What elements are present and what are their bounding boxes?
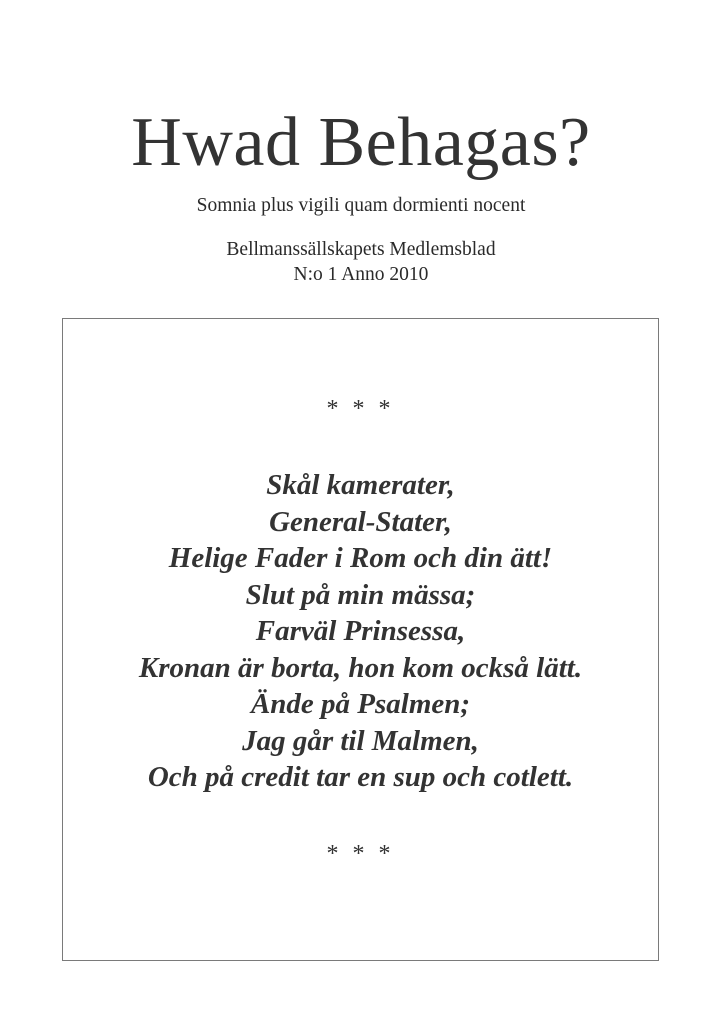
verse-line: General-Stater,	[269, 505, 452, 538]
verse-line: Skål kamerater,	[266, 469, 455, 501]
verse-line: Ände på Psalmen;	[250, 688, 471, 720]
verse-line: Och på credit tar en sup och cotlett.	[147, 761, 574, 793]
poem-frame	[62, 318, 659, 961]
verse-line: Helige Fader i Rom och din ätt!	[168, 542, 553, 574]
verse-line: Farväl Prinsessa,	[255, 615, 466, 647]
stars-separator-top: * * *	[326, 396, 395, 422]
stars-separator-bottom: * * *	[326, 841, 395, 867]
poem-verse	[63, 467, 658, 796]
verse-line: Kronan är borta, hon kom också lätt.	[138, 651, 583, 684]
issue-number: N:o 1 Anno 2010	[293, 264, 429, 285]
motto: Somnia plus vigili quam dormienti nocent	[196, 195, 526, 216]
verse-line: Jag går til Malmen,	[242, 724, 479, 757]
page-title: Hwad Behagas?	[131, 104, 591, 181]
publication-name: Bellmanssällskapets Medlemsblad	[226, 239, 496, 260]
verse-line: Slut på min mässa;	[245, 578, 476, 611]
publication-info	[0, 237, 722, 287]
